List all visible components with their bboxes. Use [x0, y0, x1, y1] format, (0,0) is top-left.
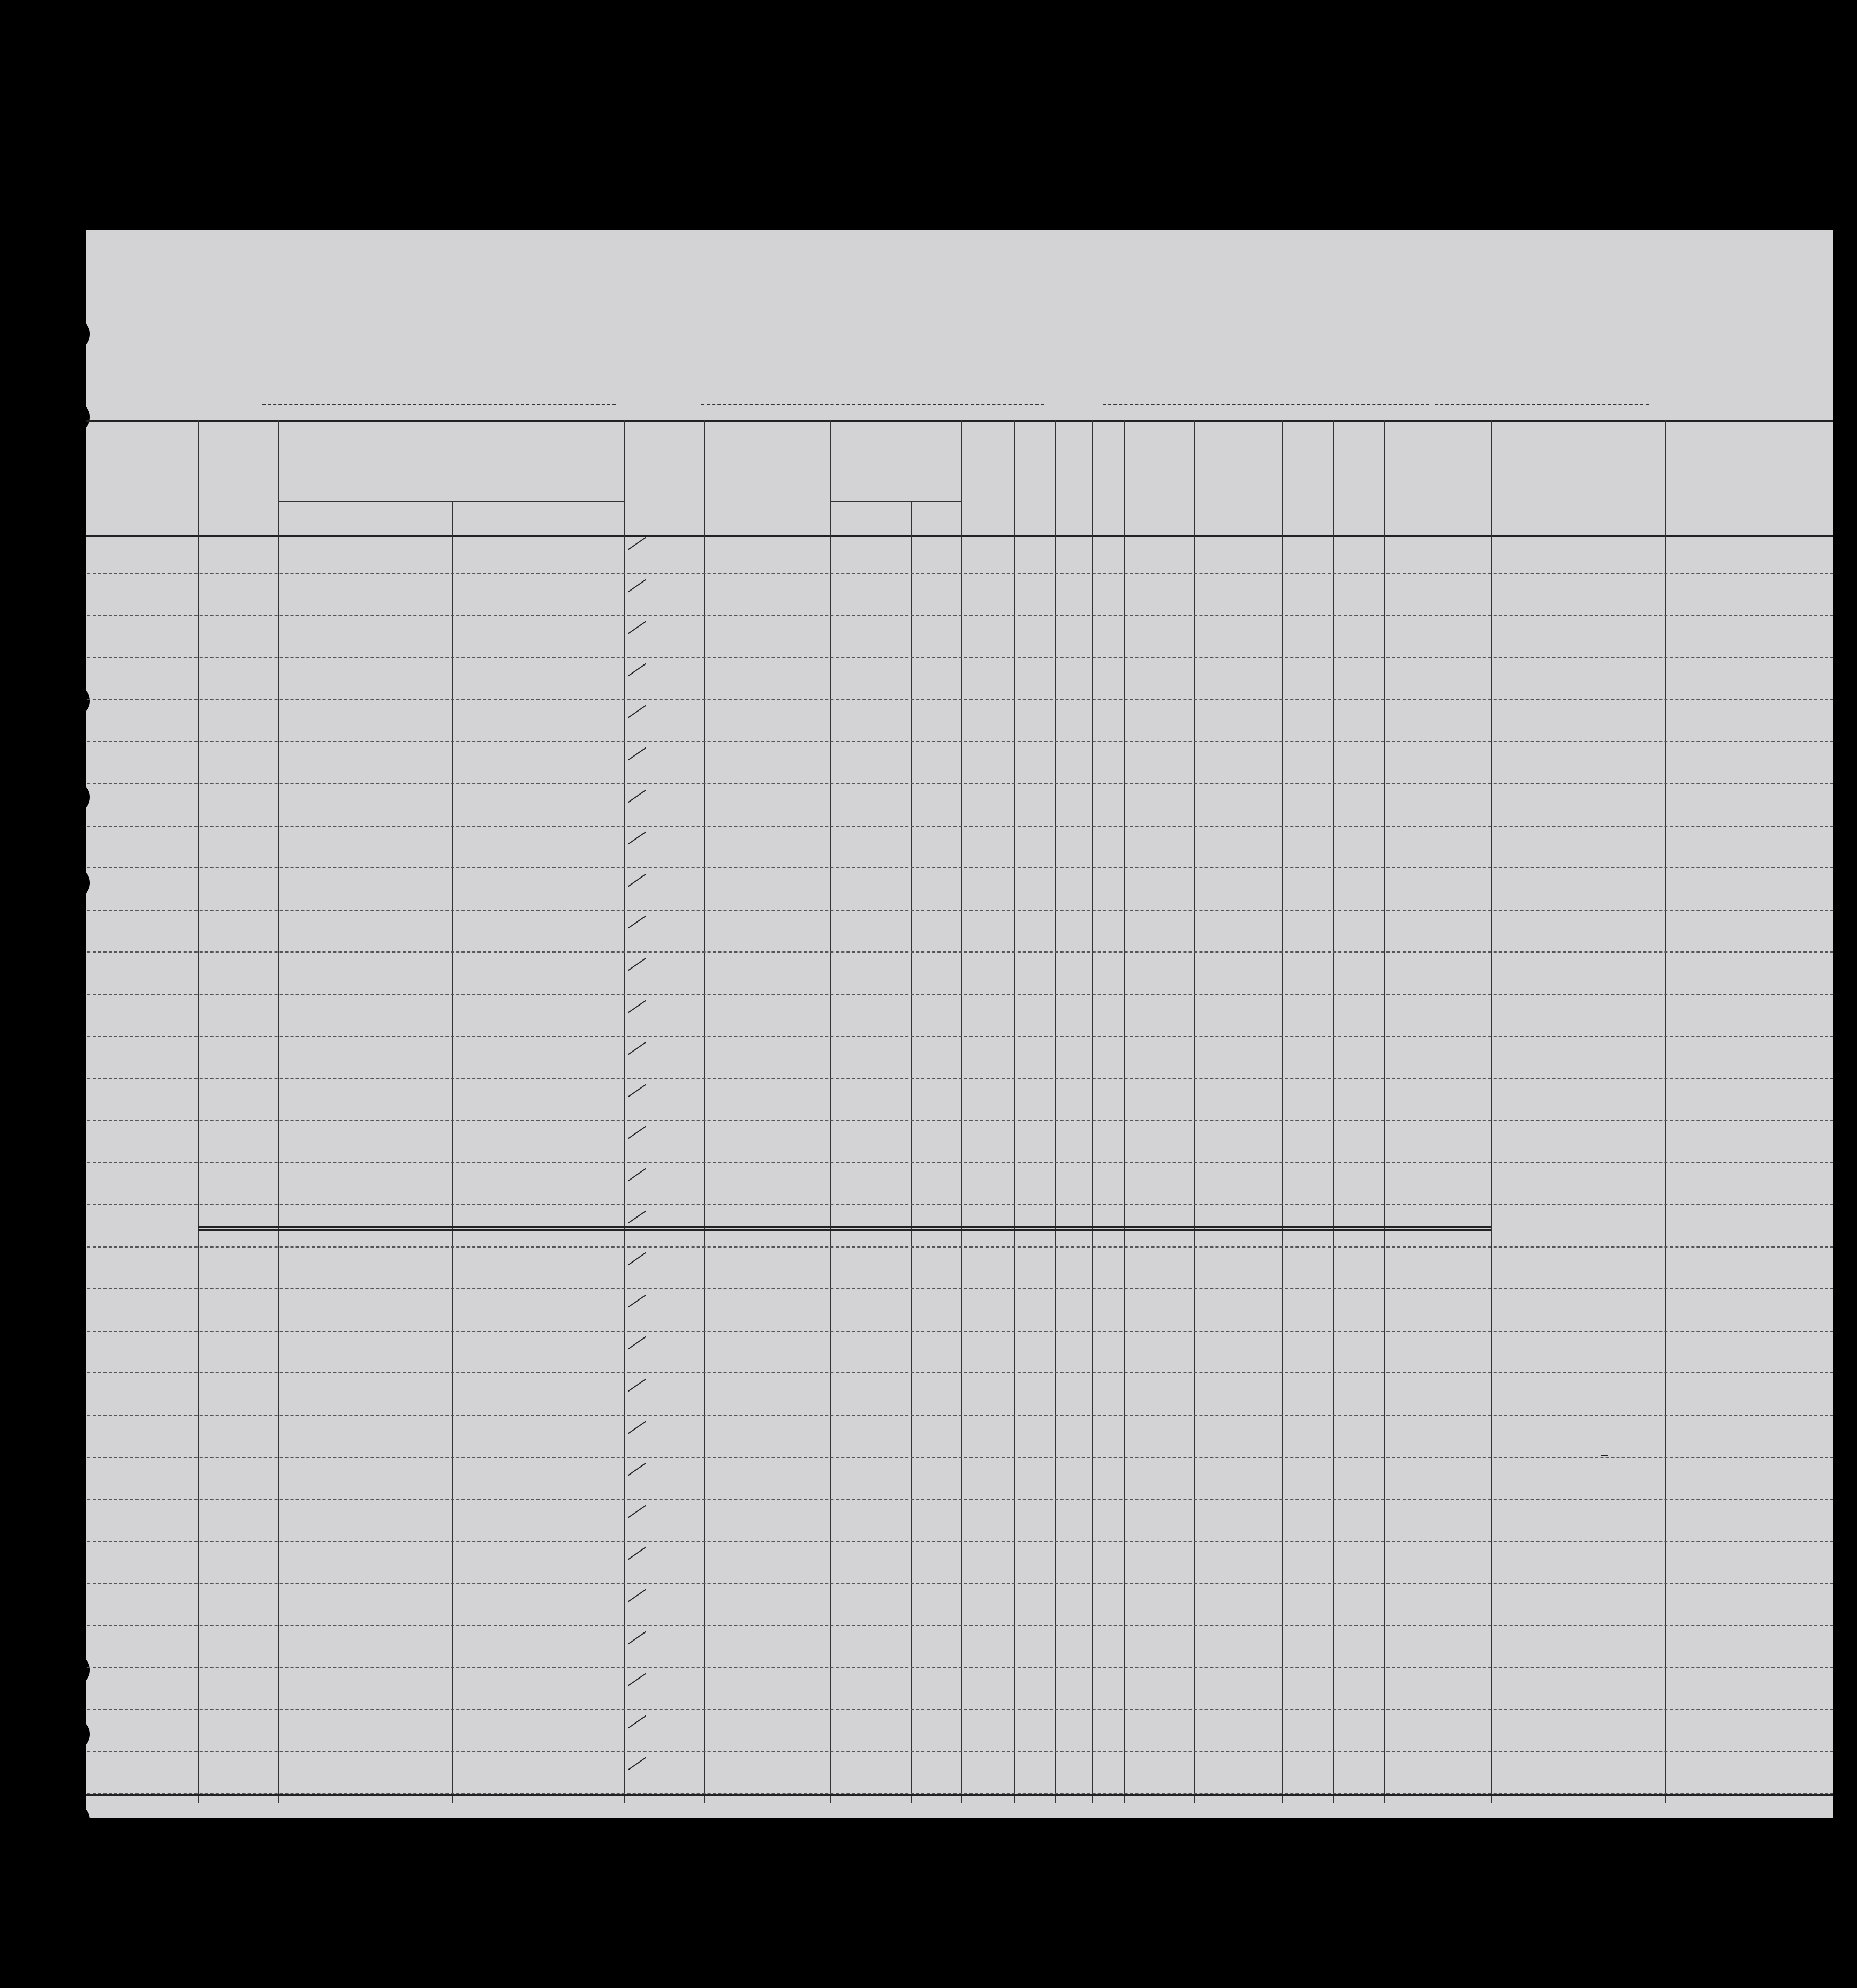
- row-rule: [87, 1541, 1833, 1542]
- tally-mark: [628, 1084, 646, 1098]
- column-divider: [198, 420, 199, 1803]
- tally-mark: [628, 1000, 646, 1013]
- row-rule: [87, 1204, 1833, 1205]
- authorities-annotation: [1601, 1455, 1608, 1456]
- row-rule: [87, 741, 1833, 742]
- tally-mark: [628, 1126, 646, 1139]
- column-divider: [1055, 420, 1056, 1803]
- tally-mark: [628, 1505, 646, 1518]
- tally-mark: [628, 832, 646, 845]
- row-rule: [87, 1415, 1833, 1416]
- tally-mark: [628, 663, 646, 677]
- row-rule: [87, 699, 1833, 700]
- column-divider: [1333, 420, 1334, 1803]
- column-divider: [1384, 420, 1385, 1803]
- tally-mark: [628, 1252, 646, 1266]
- tally-mark: [628, 705, 646, 719]
- column-divider: [1092, 420, 1093, 1803]
- tally-mark: [628, 1757, 646, 1771]
- tally-mark: [628, 789, 646, 803]
- name-subheader-rule: [278, 501, 624, 502]
- column-divider: [911, 501, 912, 1803]
- row-rule: [87, 1120, 1833, 1121]
- tally-mark: [628, 1168, 646, 1182]
- punch-hole: [59, 867, 90, 898]
- tally-mark: [628, 1589, 646, 1603]
- column-divider: [452, 501, 453, 1803]
- row-rule: [87, 1162, 1833, 1163]
- tally-mark: [628, 621, 646, 634]
- shipped-subheader-rule: [830, 501, 961, 502]
- punch-hole: [59, 1654, 90, 1685]
- row-rule: [87, 1583, 1833, 1584]
- row-rule: [87, 1036, 1833, 1037]
- column-divider: [961, 420, 962, 1803]
- tally-mark: [628, 1379, 646, 1392]
- tally-mark: [628, 1420, 646, 1434]
- punch-hole: [59, 1719, 90, 1750]
- column-divider: [830, 420, 831, 1803]
- tally-mark: [628, 1336, 646, 1350]
- row-rule: [87, 1457, 1833, 1458]
- column-divider: [704, 420, 705, 1803]
- column-divider: [624, 420, 625, 1803]
- punch-hole: [59, 402, 90, 433]
- column-divider: [1014, 420, 1015, 1803]
- footer-rule: [86, 1794, 1833, 1796]
- tally-mark: [628, 1295, 646, 1308]
- date-underline: [1435, 404, 1649, 405]
- row-rule: [87, 910, 1833, 911]
- tally-mark: [628, 1715, 646, 1729]
- tally-mark: [628, 1210, 646, 1223]
- row-rule: [87, 1331, 1833, 1332]
- column-divider: [1665, 420, 1666, 1803]
- tally-mark: [628, 747, 646, 761]
- row-rule: [87, 1288, 1833, 1289]
- row-rule: [87, 867, 1833, 868]
- header-bottom-rule: [86, 535, 1833, 537]
- column-divider: [1194, 420, 1195, 1803]
- column-divider: [1491, 420, 1492, 1803]
- table-top-rule: [86, 420, 1833, 422]
- row-rule: [87, 1078, 1833, 1079]
- punch-hole: [59, 685, 90, 716]
- row-rule: [87, 951, 1833, 953]
- tally-mark: [628, 1547, 646, 1560]
- row-rule: [87, 1372, 1833, 1373]
- row-rule: [87, 1751, 1833, 1752]
- manifest-sheet: [86, 230, 1833, 1818]
- row-rule: [87, 1625, 1833, 1626]
- row-rule: [87, 1499, 1833, 1500]
- punch-hole: [59, 1804, 90, 1835]
- tally-mark: [628, 1463, 646, 1476]
- port-underline: [701, 404, 1044, 405]
- vessel-underline: [262, 404, 616, 405]
- row-rule: [87, 1667, 1833, 1668]
- tally-mark: [628, 1631, 646, 1644]
- arrival-underline: [1103, 404, 1429, 405]
- row-rule: [87, 783, 1833, 784]
- punch-hole: [59, 319, 90, 350]
- row-rule: [87, 1709, 1833, 1710]
- row-rule: [87, 657, 1833, 658]
- tally-mark: [628, 579, 646, 592]
- tally-mark: [628, 874, 646, 887]
- tally-mark: [628, 916, 646, 929]
- strike-through-line: [198, 1226, 1491, 1228]
- row-rule: [87, 826, 1833, 827]
- tally-mark: [628, 958, 646, 971]
- row-rule: [87, 1246, 1833, 1248]
- row-rule: [87, 573, 1833, 574]
- column-divider: [1124, 420, 1125, 1803]
- column-divider: [278, 420, 279, 1803]
- punch-hole: [59, 782, 90, 813]
- tally-mark: [628, 537, 646, 550]
- row-rule: [87, 994, 1833, 995]
- strike-through-line: [198, 1229, 1491, 1231]
- tally-mark: [628, 1673, 646, 1687]
- sheet-number-block: [1606, 283, 1767, 295]
- column-divider: [1282, 420, 1283, 1803]
- tally-mark: [628, 1042, 646, 1055]
- row-rule: [87, 615, 1833, 616]
